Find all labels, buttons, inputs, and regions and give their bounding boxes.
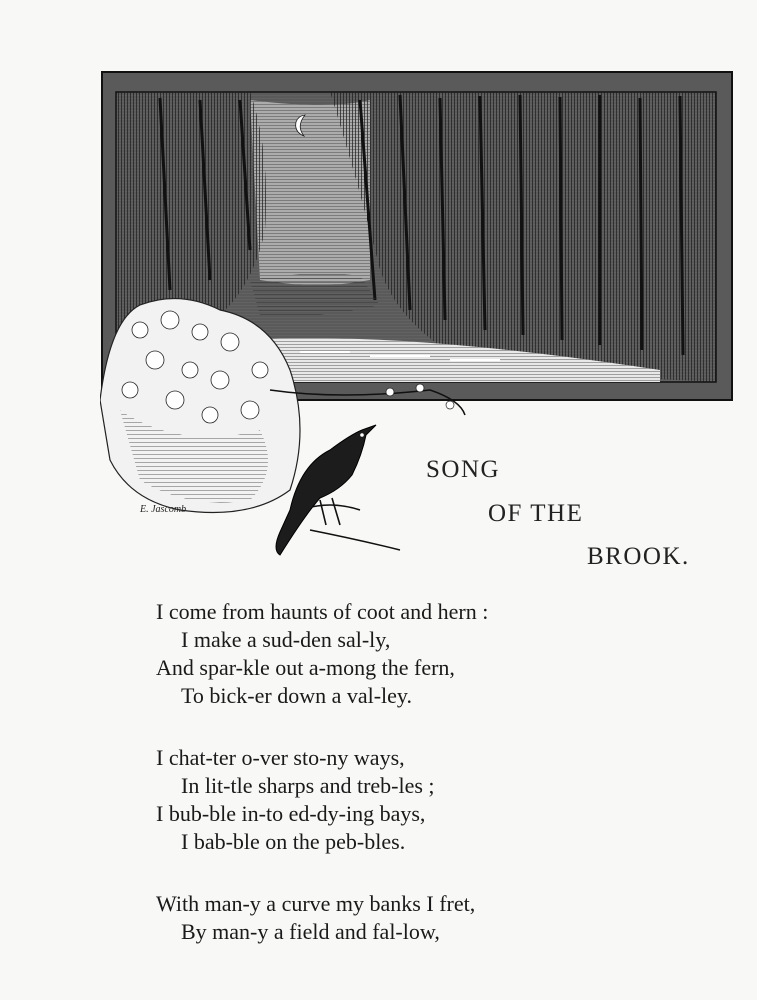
poem-line: And spar-kle out a-mong the fern, <box>156 655 455 680</box>
poem-line: I make a sud-den sal-ly, <box>181 627 391 652</box>
stanza <box>156 744 636 856</box>
title-line-1: SONG <box>426 456 501 483</box>
poem-line: I bub-ble in-to ed-dy-ing bays, <box>156 801 426 826</box>
woodland-engraving-illustration <box>100 70 734 560</box>
artist-signature: E. Jascomb <box>140 504 187 515</box>
poem-line: I chat-ter o-ver sto-ny ways, <box>156 745 405 770</box>
title-line-2: OF THE <box>488 500 584 527</box>
poem-line: To bick-er down a val-ley. <box>181 683 412 708</box>
poem-line: By man-y a field and fal-low, <box>181 919 440 944</box>
poem-body <box>156 598 636 980</box>
stanza <box>156 890 636 946</box>
stanza <box>156 598 636 710</box>
poem-line: I bab-ble on the peb-bles. <box>181 829 406 854</box>
title-line-3: BROOK. <box>587 543 690 570</box>
poem-line: I come from haunts of coot and hern : <box>156 599 489 624</box>
poem-line: In lit-tle sharps and treb-les ; <box>181 773 435 798</box>
poem-line: With man-y a curve my banks I fret, <box>156 891 476 916</box>
